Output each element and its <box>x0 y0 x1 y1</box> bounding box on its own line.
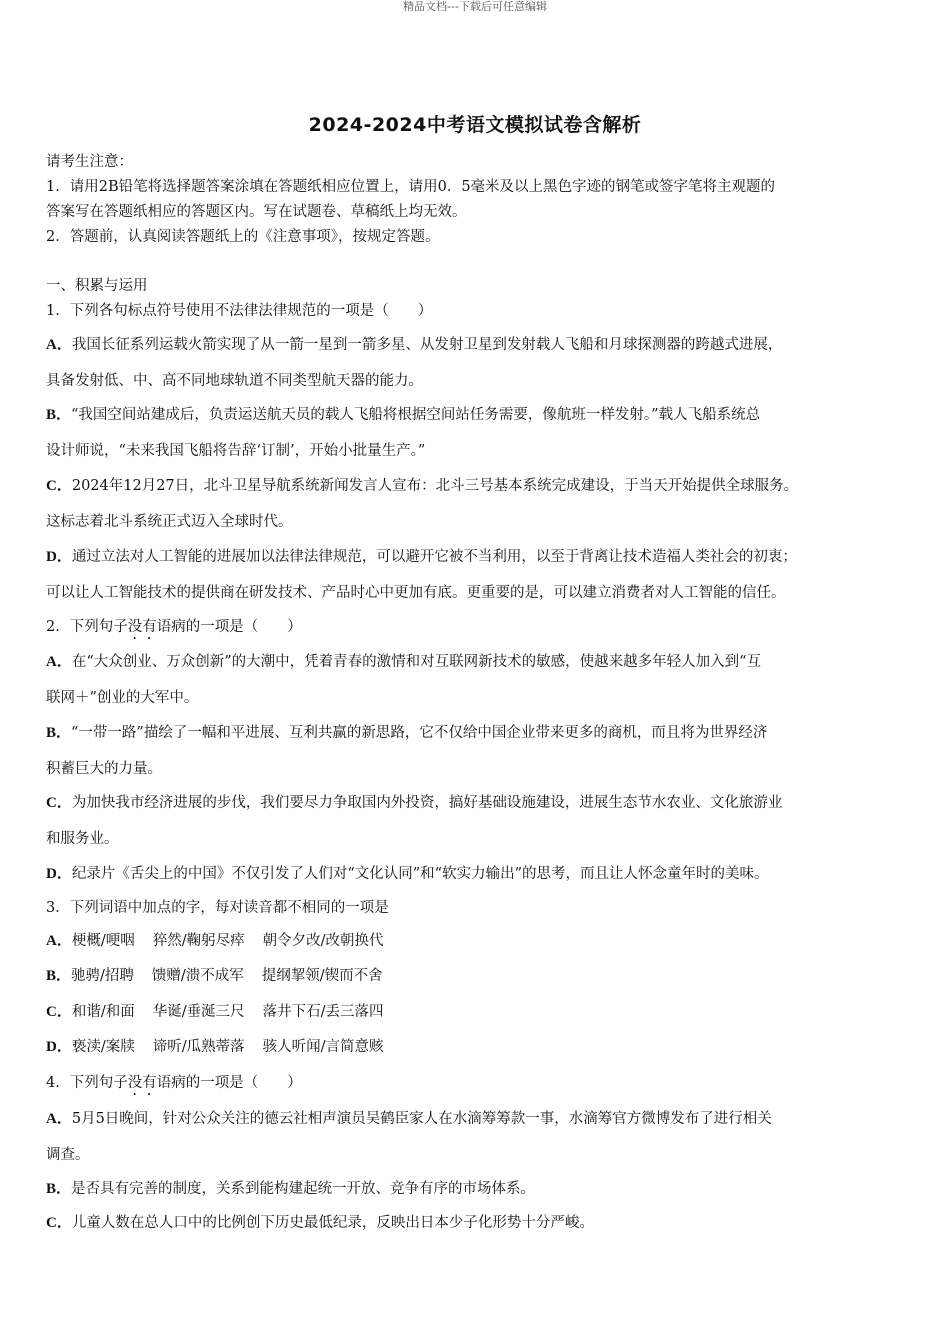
option-text-continued: 具备发射低、中、高不同地球轨道不同类型航天器的能力。 <box>46 373 423 389</box>
notice-line: 答案写在答题纸相应的答题区内。写在试题卷、草稿纸上均无效。 <box>46 204 467 220</box>
option-label: C． <box>46 478 72 494</box>
option-a <box>46 652 761 672</box>
option-text: 5月5日晚间，针对公众关注的德云社相声演员吴鹤臣家人在水滴筹筹款一事，水滴筹官方微博发布了进行相关 <box>71 1111 772 1127</box>
option-text: “一带一路”描绘了一幅和平进展、互利共赢的新思路，它不仅给中国企业带来更多的商机，而且将为世界经济 <box>71 725 768 741</box>
option-text-continued: 调查。 <box>46 1147 90 1163</box>
question-stem: 3．下列词语中加点的字，每对读音都不相同的一项是 <box>46 900 389 916</box>
emphasis-text: 没有 <box>127 619 157 635</box>
option-b <box>46 405 760 425</box>
option-text-continued: 联网＋”创业的大军中。 <box>46 690 199 706</box>
option-c <box>46 1213 594 1233</box>
option-label: B． <box>46 407 72 423</box>
word-pair: 猝然/鞠躬尽瘁 <box>152 933 245 949</box>
page-title: 2024-2024中考语文模拟试卷含解析 <box>308 114 642 136</box>
word-pair: 骇人听闻/言简意赅 <box>262 1039 384 1055</box>
option-label: D． <box>46 549 72 565</box>
option-text-continued: 积蓄巨大的力量。 <box>46 761 162 777</box>
stem-text: 语病的一项是（ ） <box>156 619 302 635</box>
option-text: 在“大众创业、万众创新”的大潮中，凭着青春的激情和对互联网新技术的敏感，使越来越多年轻人加入到“互 <box>71 654 762 670</box>
option-d <box>46 1037 384 1057</box>
option-label: A． <box>46 1111 72 1127</box>
option-label: B． <box>46 725 72 741</box>
option-text: “我国空间站建成后，负责运送航天员的载人飞船将根据空间站任务需要，像航班一样发射。”载人飞船系统总 <box>71 407 761 423</box>
notice-line: 1．请用2B铅笔将选择题答案涂填在答题纸相应位置上，请用0．5毫米及以上黑色字迹的钢笔或签字笔将主观题的 <box>46 179 776 195</box>
question-stem <box>46 1073 302 1099</box>
word-pair: 亵渎/案牍 <box>71 1039 135 1055</box>
option-label: D． <box>46 866 72 882</box>
word-pair: 华诞/垂涎三尺 <box>152 1004 245 1020</box>
question-stem: 1．下列各句标点符号使用不法律法律规范的一项是（ ） <box>46 303 433 319</box>
option-text-continued: 和服务业。 <box>46 831 119 847</box>
option-label: C． <box>46 1004 72 1020</box>
word-pair: 落井下石/丢三落四 <box>262 1004 384 1020</box>
option-text-continued: 可以让人工智能技术的提供商在研发技术、产品时心中更加有底。更重要的是，可以建立消费者对人工智能的信任。 <box>46 585 786 601</box>
option-label: A． <box>46 337 72 353</box>
option-label: C． <box>46 795 72 811</box>
emphasis-text: 没有 <box>127 1075 157 1091</box>
option-text: 通过立法对人工智能的进展加以法律法律规范，可以避开它被不当利用，以至于背离让技术造福人类社会的初衷； <box>71 549 797 565</box>
option-label: A． <box>46 933 72 949</box>
option-d <box>46 547 797 567</box>
option-d <box>46 864 769 884</box>
option-label: B． <box>46 1181 72 1197</box>
stem-text: 2．下列句子 <box>46 619 128 635</box>
stem-text: 语病的一项是（ ） <box>156 1075 302 1091</box>
header-note: 精品文档---下载后可任意编辑 <box>403 0 547 13</box>
option-text: 儿童人数在总人口中的比例创下历史最低纪录，反映出日本少子化形势十分严峻。 <box>71 1215 594 1231</box>
option-text: 我国长征系列运载火箭实现了从一箭一星到一箭多星、从发射卫星到发射载人飞船和月球探测器的跨越式进展， <box>71 337 783 353</box>
option-b <box>46 1179 535 1199</box>
option-b <box>46 723 767 743</box>
stem-text: 4．下列句子 <box>46 1075 128 1091</box>
word-pair: 朝令夕改/改朝换代 <box>262 933 384 949</box>
option-label: C． <box>46 1215 72 1231</box>
option-text: 纪录片《舌尖上的中国》不仅引发了人们对“文化认同”和“软实力输出”的思考，而且让人怀念童年时的美味。 <box>71 866 769 882</box>
option-text: 为加快我市经济进展的步伐，我们要尽力争取国内外投资，搞好基础设施建设，进展生态节水农业、文化旅游业 <box>71 795 783 811</box>
word-pair: 谛听/瓜熟蒂落 <box>152 1039 245 1055</box>
option-c <box>46 793 782 813</box>
option-label: B． <box>46 968 72 984</box>
option-c <box>46 1002 384 1022</box>
option-a <box>46 931 384 951</box>
notice-heading: 请考生注意： <box>46 154 133 170</box>
option-b <box>46 966 383 986</box>
option-a <box>46 335 782 355</box>
notice-line: 2．答题前，认真阅读答题纸上的《注意事项》，按规定答题。 <box>46 229 440 245</box>
word-pair: 和谐/和面 <box>71 1004 135 1020</box>
option-text: 是否具有完善的制度，关系到能构建起统一开放、竞争有序的市场体系。 <box>71 1181 536 1197</box>
option-text: 2024年12月27日，北斗卫星导航系统新闻发言人宣布：北斗三号基本系统完成建设，于当天开始提供全球服务。 <box>71 478 799 494</box>
option-text-continued: 设计师说，“未来我国飞船将告辞‘订制’，开始小批量生产。” <box>46 443 426 459</box>
question-stem <box>46 617 302 643</box>
option-c <box>46 476 798 496</box>
word-pair: 梗概/哽咽 <box>71 933 135 949</box>
word-pair: 馈赠/溃不成军 <box>151 968 244 984</box>
option-label: D． <box>46 1039 72 1055</box>
word-pair: 提纲挈领/锲而不舍 <box>261 968 383 984</box>
option-label: A． <box>46 654 72 670</box>
option-a <box>46 1109 772 1129</box>
option-text-continued: 这标志着北斗系统正式迈入全球时代。 <box>46 514 293 530</box>
section-heading: 一、积累与运用 <box>46 278 148 294</box>
word-pair: 驰骋/招聘 <box>71 968 134 984</box>
